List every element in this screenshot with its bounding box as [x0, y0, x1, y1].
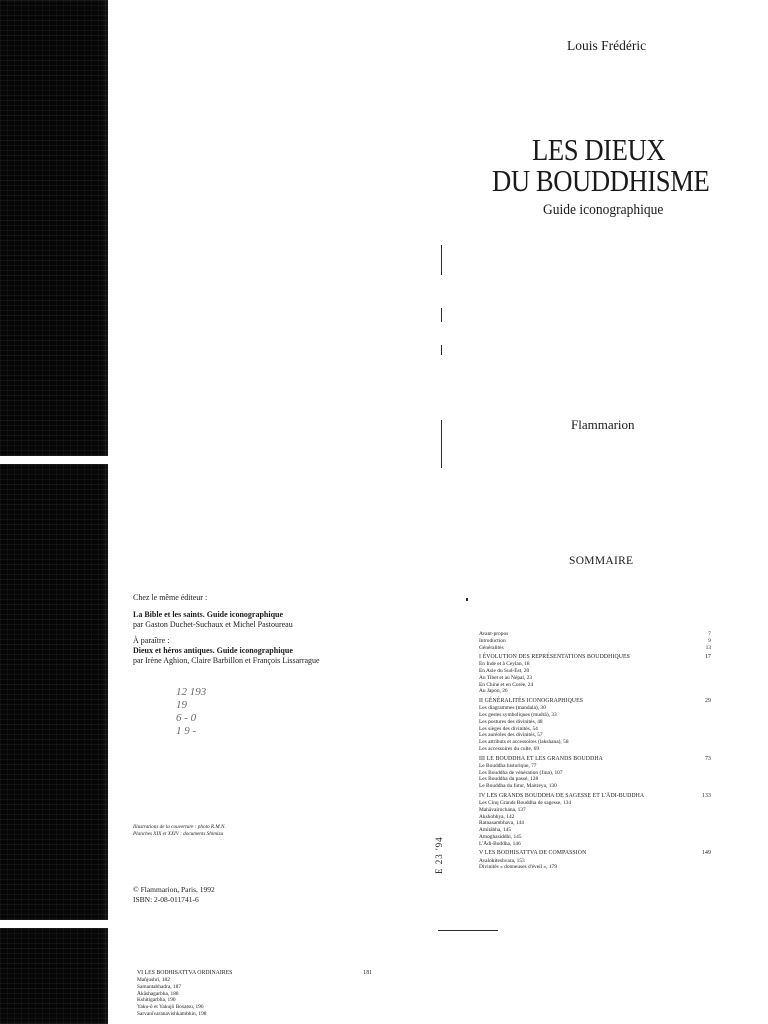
- toc-heading: SOMMAIRE: [569, 555, 634, 567]
- toc-item: Kshitigarbha, 190: [137, 997, 176, 1004]
- toc-front-matter-row: Généralités 13: [479, 644, 711, 651]
- toc-item: Les Bouddha du passé, 128: [479, 776, 539, 783]
- toc-item: Akshobhya, 142: [479, 813, 515, 820]
- toc-item: Samantabhadra, 187: [137, 983, 182, 990]
- toc-item: En Chine et en Corée, 24: [479, 681, 534, 688]
- illustration-credit-cover: Illustrations de la couverture : photo R.M.N.: [133, 824, 226, 830]
- toc-item: Amoghasiddhi, 145: [479, 833, 522, 840]
- handwritten-note: 12 193 19 6 - 0 1 9 -: [176, 686, 207, 737]
- toc-item: Mañjushrī, 182: [137, 977, 170, 984]
- toc-section: [479, 850, 711, 871]
- toc-section: [479, 756, 711, 790]
- table-of-contents: [479, 631, 711, 871]
- toc-item: Le Bouddha historique, 77: [479, 762, 537, 769]
- forthcoming-book-title: Dieux et héros antiques. Guide iconographique: [133, 646, 293, 655]
- toc-section-title: I ÉVOLUTION DES REPRÉSENTATIONS BOUDDHIQUES 17: [479, 654, 711, 661]
- scan-gutter-mark: [441, 245, 442, 275]
- toc-item: Au Japon, 26: [479, 688, 508, 695]
- book-title-line-2: DU BOUDDHISME: [492, 163, 710, 198]
- toc-item: Divinités « donneuses d'éveil », 179: [479, 864, 557, 871]
- toc-item: Le Bouddha du futur, Maitreya, 130: [479, 783, 557, 790]
- book-author: Louis Frédéric: [567, 38, 647, 53]
- book-title-line-1: LES DIEUX: [532, 132, 666, 167]
- scan-binding-edge-middle: [0, 464, 108, 920]
- scan-line: [438, 930, 498, 931]
- table-of-contents-continued: [137, 970, 372, 1018]
- toc-item: Les diagrammes (mandala), 30: [479, 705, 546, 712]
- colophon: [133, 593, 433, 666]
- same-editor-label: Chez le même éditeur :: [133, 593, 208, 602]
- illustration-credit-plates: Planches XIX et XXIV : documents Shimizu: [133, 831, 224, 838]
- scan-gutter-mark: [441, 345, 442, 355]
- toc-item: Sarvanīvaranavishkambhin, 198: [137, 1010, 207, 1017]
- isbn: ISBN: 2-08-011741-6: [133, 894, 199, 904]
- toc-item: Les sièges des divinités, 54: [479, 725, 538, 732]
- toc-item: En Asie du Sud-Est, 20: [479, 668, 530, 675]
- toc-section-title: II GÉNÉRALITÉS ICONOGRAPHIQUES 29: [479, 698, 711, 705]
- toc-item: Les accessoires du culte, 69: [479, 745, 540, 752]
- toc-item: Avalokiteshvara, 153: [479, 857, 525, 864]
- scan-binding-edge-bottom: [0, 928, 108, 1024]
- copyright-block: [133, 885, 215, 904]
- toc-front-matter-row: Introduction 9: [479, 637, 711, 644]
- scan-speck: [466, 598, 468, 601]
- toc-item: Les attributs et accessoires (lakshana), 58: [479, 739, 569, 746]
- toc-item: Au Tibet et au Népal, 23: [479, 674, 533, 681]
- library-date-stamp: E 23 '94: [434, 836, 444, 874]
- toc-item: L'Ādi-Buddha, 146: [479, 840, 521, 847]
- toc-item: Ratnasambhava, 144: [479, 820, 524, 827]
- toc-item: Les Bouddha de vénération (Jina), 107: [479, 769, 563, 776]
- publisher-name: Flammarion: [571, 417, 635, 432]
- toc-section-title: IV LES GRANDS BOUDDHA DE SAGESSE ET L'ĀDI-BUDDHA 133: [479, 792, 711, 799]
- scan-gutter-mark: [441, 420, 442, 468]
- toc-item: Mahāvairochana, 137: [479, 806, 526, 813]
- toc-item: Ākāshagarbha, 188: [137, 990, 179, 997]
- toc-item: Les postures des divinités, 48: [479, 718, 543, 725]
- forthcoming-label: À paraître :: [133, 636, 170, 646]
- illustration-credits: [133, 824, 226, 838]
- toc-item: Les Cinq Grands Bouddha de sagesse, 134: [479, 800, 572, 807]
- toc-front-matter-row: Avant-propos 7: [479, 631, 711, 637]
- book-subtitle: Guide iconographique: [543, 202, 664, 218]
- toc-section: [479, 654, 711, 695]
- forthcoming-book-authors: par Irène Aghion, Claire Barbillon et François Lissarrague: [133, 655, 320, 665]
- toc-section-title: VI LES BODHISATTVA ORDINAIRES 181: [137, 970, 372, 976]
- toc-item: Les auréoles des divinités, 57: [479, 732, 543, 739]
- toc-item: Les gestes symboliques (mudrā), 33: [479, 712, 557, 719]
- scan-gutter-mark: [441, 308, 442, 322]
- scan-binding-edge-top: [0, 0, 108, 456]
- toc-section-title: III LE BOUDDHA ET LES GRANDS BOUDDHA 73: [479, 755, 711, 762]
- related-book-authors: par Gaston Duchet-Suchaux et Michel Pastoureau: [133, 619, 293, 629]
- toc-section: [479, 793, 711, 847]
- toc-section-title: V LES BODHISATTVA DE COMPASSION 149: [479, 850, 711, 857]
- toc-section: [479, 698, 711, 752]
- toc-item: En Inde et à Ceylan, 18: [479, 661, 530, 668]
- toc-item: Yaku-ō et Yakujō Bosatsu, 196: [137, 1004, 204, 1011]
- toc-item: Amitābha, 145: [479, 827, 512, 834]
- copyright-notice: © Flammarion, Paris, 1992: [133, 885, 215, 894]
- related-book-title: La Bible et les saints. Guide iconographique: [133, 609, 284, 619]
